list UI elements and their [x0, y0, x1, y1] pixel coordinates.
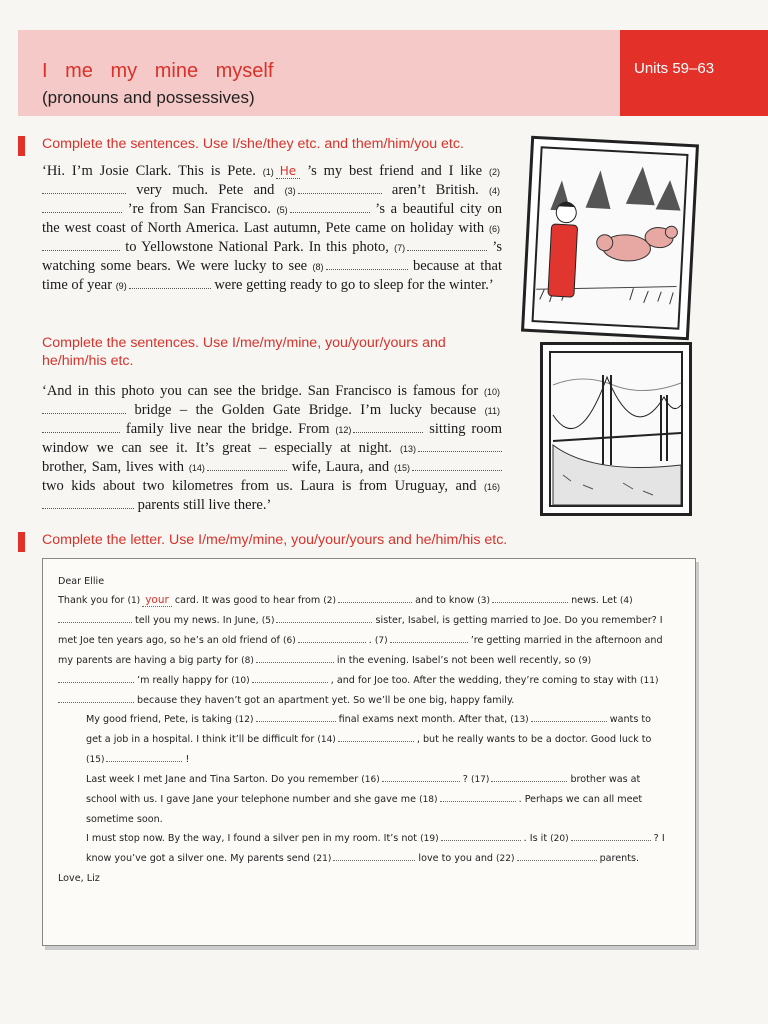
letter-greeting: Dear Ellie	[58, 576, 105, 587]
page-title	[42, 60, 283, 83]
answer-blank[interactable]	[517, 850, 597, 861]
title-word: my	[110, 60, 138, 82]
units-label: Units 59–63	[634, 60, 715, 77]
answer-blank[interactable]	[390, 632, 468, 643]
answer-blank[interactable]	[129, 277, 211, 289]
exercise-1-instruction: Complete the sentences. Use I/she/they etc. and them/him/you etc.	[42, 136, 464, 152]
answer-example: He	[276, 164, 300, 179]
title-word: myself	[215, 60, 274, 82]
answer-blank[interactable]	[571, 830, 651, 841]
answer-blank[interactable]	[407, 239, 487, 251]
bridge-illustration	[543, 345, 689, 513]
exercise-2-text: ‘And in this photo you can see the bridge. San Francisco is famous for (10) bridge – the Golden Gate Bridge. I’m lucky because (11) family live near the bridge. From (12) sitting room window we can see it. It’s great – especially at night. (13) brother, Sam, lives with (14) wife, Laura, and (15) two kids about two kilometres from us. Laura is from Uruguay, and (16) parents still live there.’	[42, 383, 502, 513]
answer-blank[interactable]	[58, 692, 134, 703]
answer-blank[interactable]	[298, 182, 382, 194]
answer-blank[interactable]	[276, 612, 372, 623]
answer-blank[interactable]	[338, 592, 412, 603]
answer-blank[interactable]	[491, 771, 567, 782]
bears-illustration	[524, 139, 696, 337]
answer-blank[interactable]	[58, 672, 134, 683]
answer-blank[interactable]	[333, 850, 415, 861]
answer-blank[interactable]	[58, 612, 132, 623]
answer-blank[interactable]	[290, 201, 370, 213]
exercise-3-marker	[18, 532, 25, 552]
exercise-2-instruction: Complete the sentences. Use I/me/my/mine, you/your/yours and he/him/his etc.	[42, 335, 446, 369]
answer-blank[interactable]	[353, 421, 423, 433]
answer-blank[interactable]	[440, 791, 516, 802]
title-word: mine	[154, 60, 199, 82]
answer-blank[interactable]	[256, 711, 336, 722]
answer-blank[interactable]	[42, 421, 120, 433]
answer-blank[interactable]	[42, 201, 122, 213]
letter-text: Dear Ellie Thank you for (1) your card. It was good to hear from (2) and to know (3) news. Let (4) tell you my news. In June, (5) sister, Isabel, is getting married to Joe. Do you remember? I met Joe ten years ago, so he’s an old friend of (6) . (7) ’re getting married in the afternoon and my parents are having a big party for (8) in the evening. Isabel’s not been well recently, so (9) ’m really happy for (10) , and for Joe too. After the wedding, they’re coming to stay with (11) because they haven’t got an apartment yet. So we’ll be one big, happy family. My good friend, Pete, is taking (12) final exams next month. After that, (13) wants to get a job in a hospital. I think it’ll be difficult for (14) , but he really wants to be a doctor. Good luck to (15) ! Last week I met Jane and Tina Sarton. Do you remember (16) ? (17) brother was at school with us. I gave Jane your telephone number and she gave me (18) . Perhaps we can all meet sometime soon. I must stop now. By the way, I found a silver pen in my room. It’s not (19) . Is it (20) ? I know you’ve got a silver one. My parents send (21) love to you and (22) parents. Love, Liz	[58, 572, 668, 888]
answer-blank[interactable]	[418, 440, 502, 452]
letter-signoff: Love, Liz	[58, 873, 100, 884]
answer-blank[interactable]	[338, 731, 414, 742]
answer-blank[interactable]	[42, 402, 126, 414]
exercise-1-text: ‘Hi. I’m Josie Clark. This is Pete. (1) He ’s my best friend and I like (2) very much. Pete and (3) aren’t British. (4) ’re from San Francisco. (5) ’s a beautiful city on the west coast of North America. Last autumn, Pete came on holiday with (6) to Yellowstone National Park. In this photo, (7) ’s watching some bears. We were lucky to see (8) because at that time of year (9) were getting ready to go to sleep for the winter.’	[42, 163, 503, 293]
answer-blank[interactable]	[252, 672, 328, 683]
answer-blank[interactable]	[42, 497, 134, 509]
exercise-1-marker	[18, 136, 25, 156]
answer-blank[interactable]	[382, 771, 460, 782]
answer-blank[interactable]	[298, 632, 366, 643]
photo-golden-gate-bridge	[540, 342, 692, 516]
units-tab	[620, 30, 768, 116]
exercise-3-instruction: Complete the letter. Use I/me/my/mine, you/your/yours and he/him/his etc.	[42, 532, 508, 548]
title-word: I	[42, 60, 48, 82]
page-subtitle: (pronouns and possessives)	[42, 88, 255, 107]
answer-blank[interactable]	[492, 592, 568, 603]
answer-blank[interactable]	[256, 652, 334, 663]
answer-blank[interactable]	[42, 182, 126, 194]
answer-blank[interactable]	[326, 258, 408, 270]
answer-blank[interactable]	[42, 239, 120, 251]
answer-blank[interactable]	[207, 459, 287, 471]
answer-blank[interactable]	[412, 459, 502, 471]
photo-bears-in-forest	[521, 136, 699, 341]
answer-blank[interactable]	[441, 830, 521, 841]
answer-example: your	[142, 594, 172, 607]
title-word: me	[65, 60, 93, 82]
answer-blank[interactable]	[531, 711, 607, 722]
answer-blank[interactable]	[106, 751, 182, 762]
